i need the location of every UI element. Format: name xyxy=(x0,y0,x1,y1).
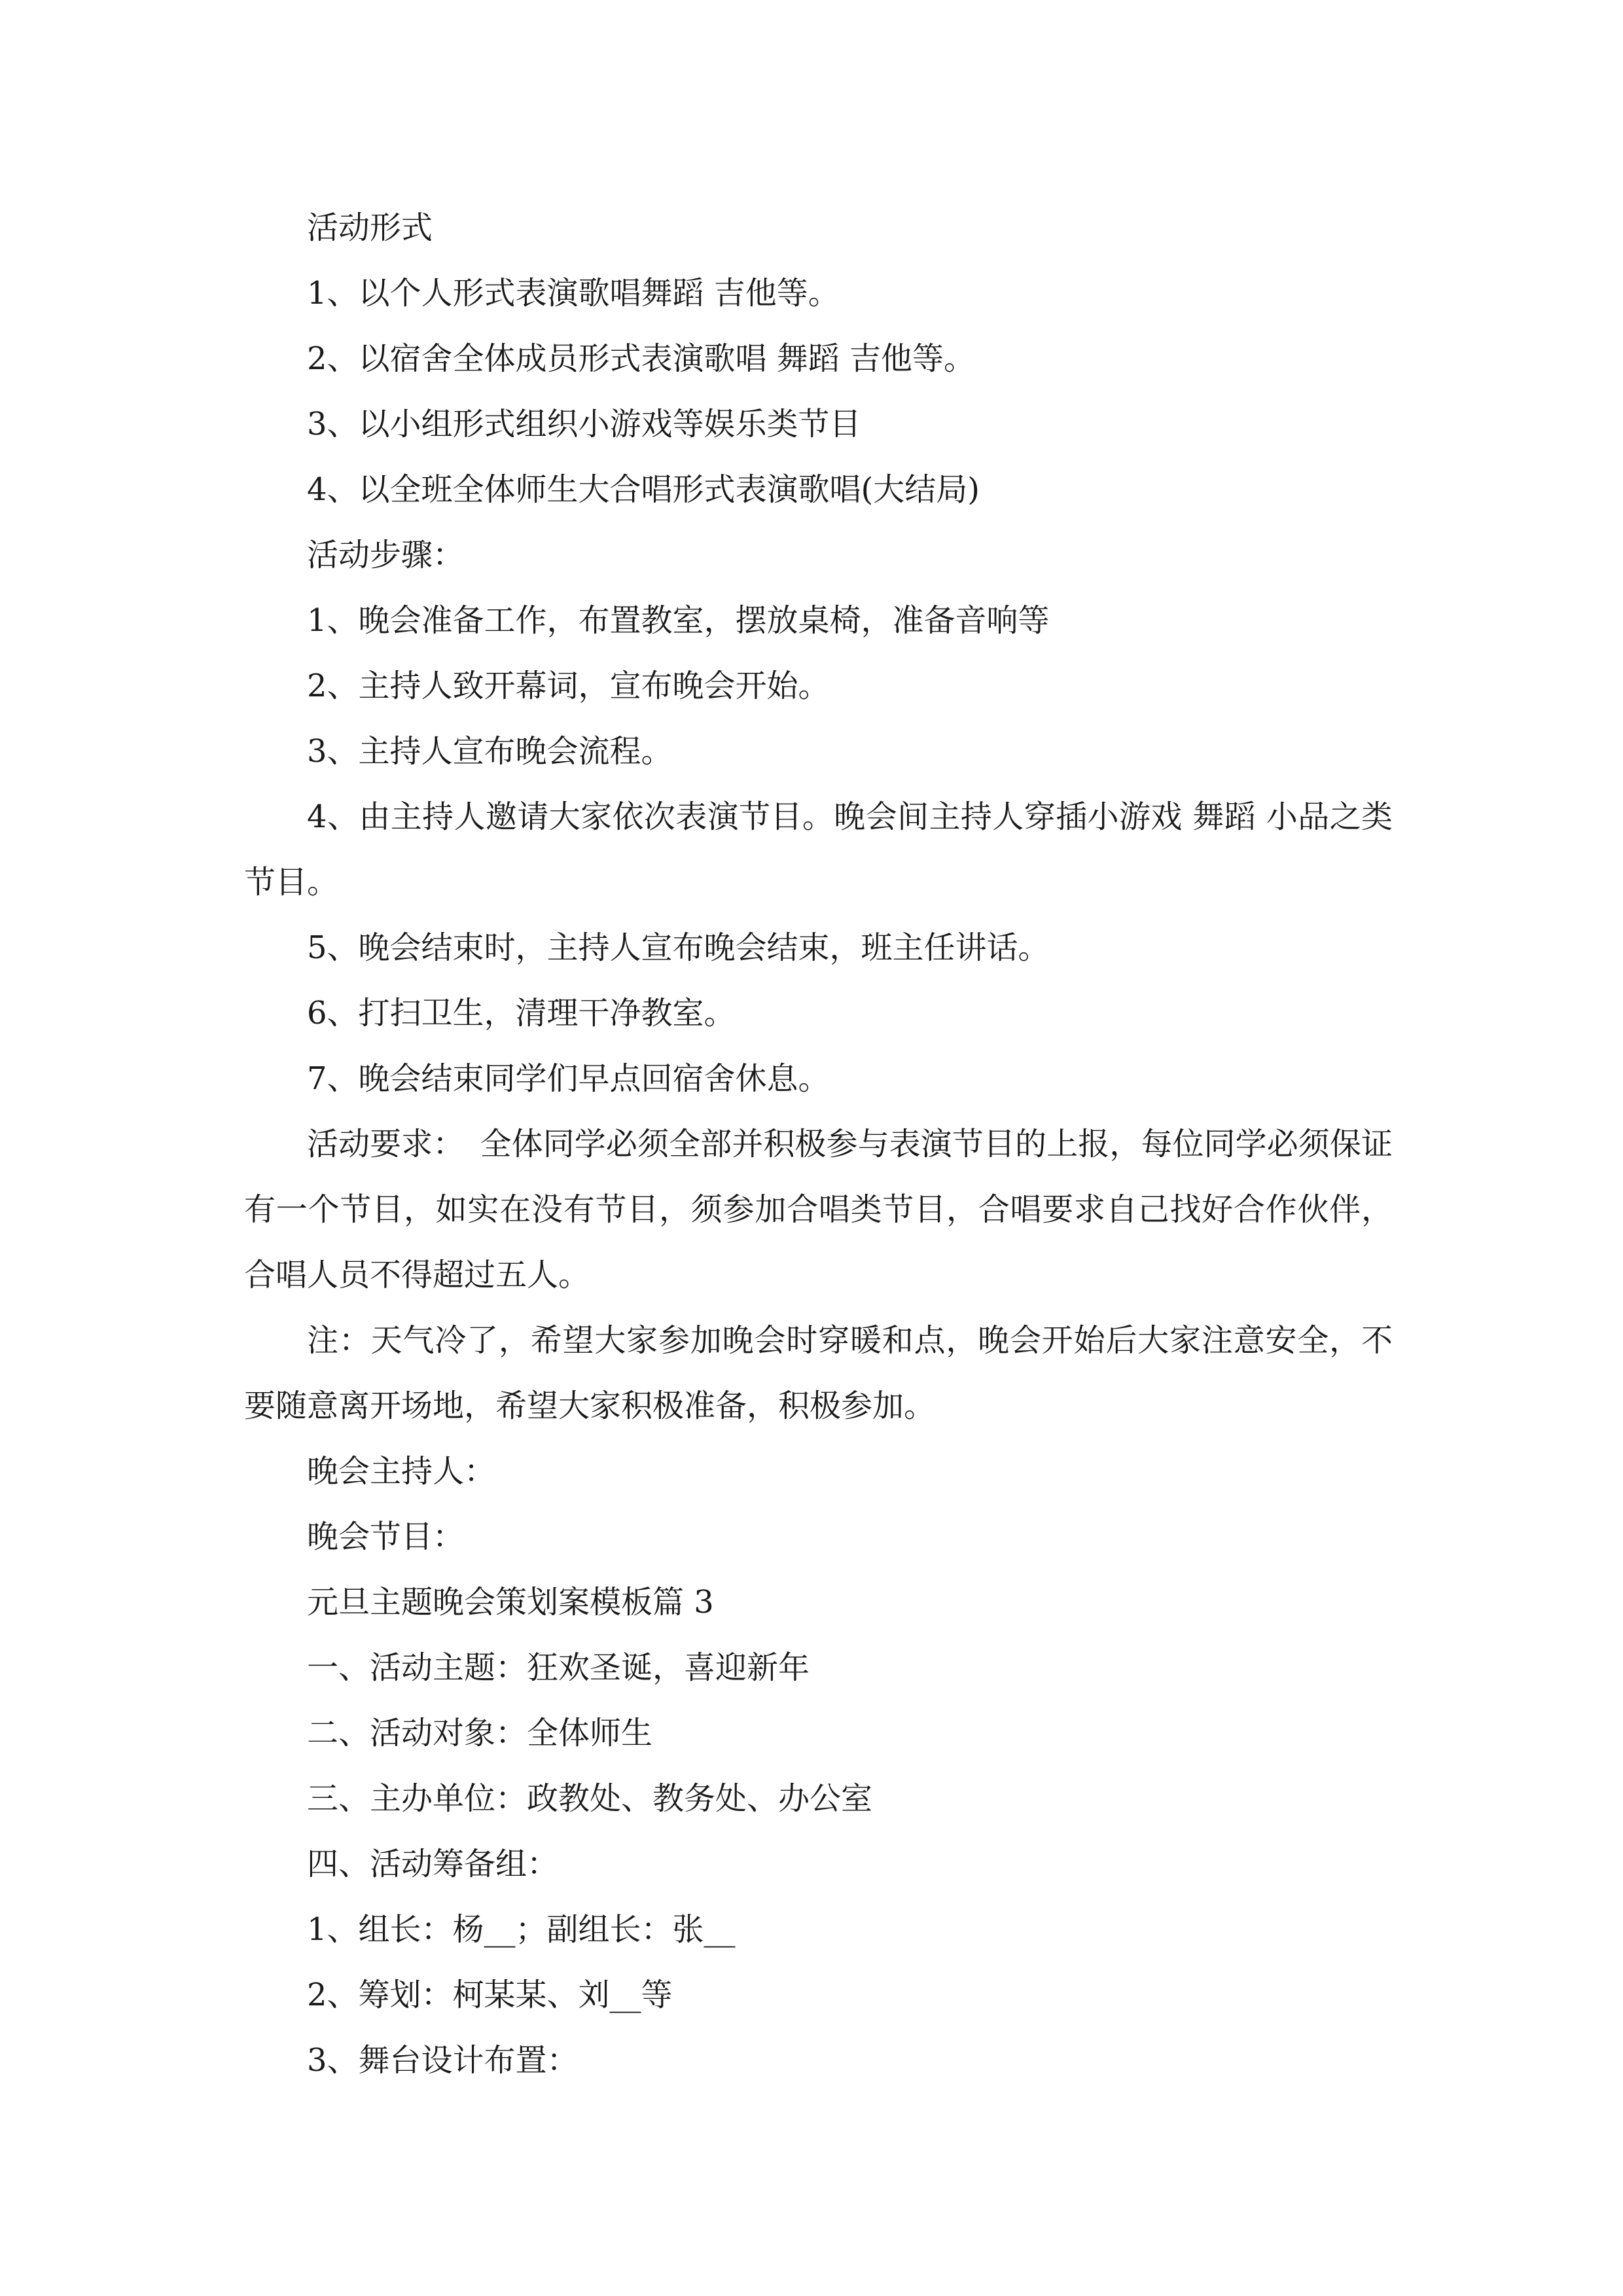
host-label: 晚会主持人： xyxy=(307,1453,496,1490)
list-item: 3、主持人宣布晚会流程。 xyxy=(307,733,673,770)
heading-activity-form: 活动形式 xyxy=(307,209,433,246)
program-label: 晚会节目： xyxy=(307,1518,465,1555)
heading-activity-steps: 活动步骤： xyxy=(307,537,465,573)
list-item: 2、以宿舍全体成员形式表演歌唱 舞蹈 吉他等。 xyxy=(307,340,976,377)
list-item: 1、组长：杨__；副组长：张__ xyxy=(307,1911,736,1948)
list-item: 3、舞台设计布置： xyxy=(307,2042,579,2079)
section-title: 元旦主题晚会策划案模板篇 3 xyxy=(307,1584,714,1621)
document-body xyxy=(244,195,1393,2093)
list-item: 2、主持人致开幕词，宣布晚会开始。 xyxy=(307,668,830,704)
list-item: 二、活动对象：全体师生 xyxy=(307,1715,653,1751)
list-item: 4、以全班全体师生大合唱形式表演歌唱(大结局) xyxy=(307,471,980,508)
list-item: 一、活动主题：狂欢圣诞，喜迎新年 xyxy=(307,1649,810,1686)
list-item: 4、由主持人邀请大家依次表演节目。晚会间主持人穿插小游戏 舞蹈 小品之类节目。 xyxy=(244,798,1393,901)
list-item: 1、以个人形式表演歌唱舞蹈 吉他等。 xyxy=(307,275,840,312)
list-item: 三、主办单位：政教处、教务处、办公室 xyxy=(307,1780,873,1817)
list-item: 7、晚会结束同学们早点回宿舍休息。 xyxy=(307,1060,830,1097)
list-item: 3、以小组形式组织小游戏等娱乐类节目 xyxy=(307,406,861,442)
list-item: 四、活动筹备组： xyxy=(307,1846,559,1882)
list-item: 2、筹划：柯某某、刘__等 xyxy=(307,1977,673,2013)
activity-requirements: 活动要求： 全体同学必须全部并积极参与表演节目的上报，每位同学必须保证有一个节目，如实在没有节目，须参加合唱类节目，合唱要求自己找好合作伙伴，合唱人员不得超过五人。 xyxy=(244,1126,1393,1293)
list-item: 6、打扫卫生，清理干净教室。 xyxy=(307,995,736,1031)
note-paragraph: 注：天气冷了，希望大家参加晚会时穿暖和点，晚会开始后大家注意安全，不要随意离开场地，希望大家积极准备，积极参加。 xyxy=(244,1322,1393,1424)
list-item: 5、晚会结束时，主持人宣布晚会结束，班主任讲话。 xyxy=(307,929,1050,966)
list-item: 1、晚会准备工作，布置教室，摆放桌椅，准备音响等 xyxy=(307,602,1050,639)
